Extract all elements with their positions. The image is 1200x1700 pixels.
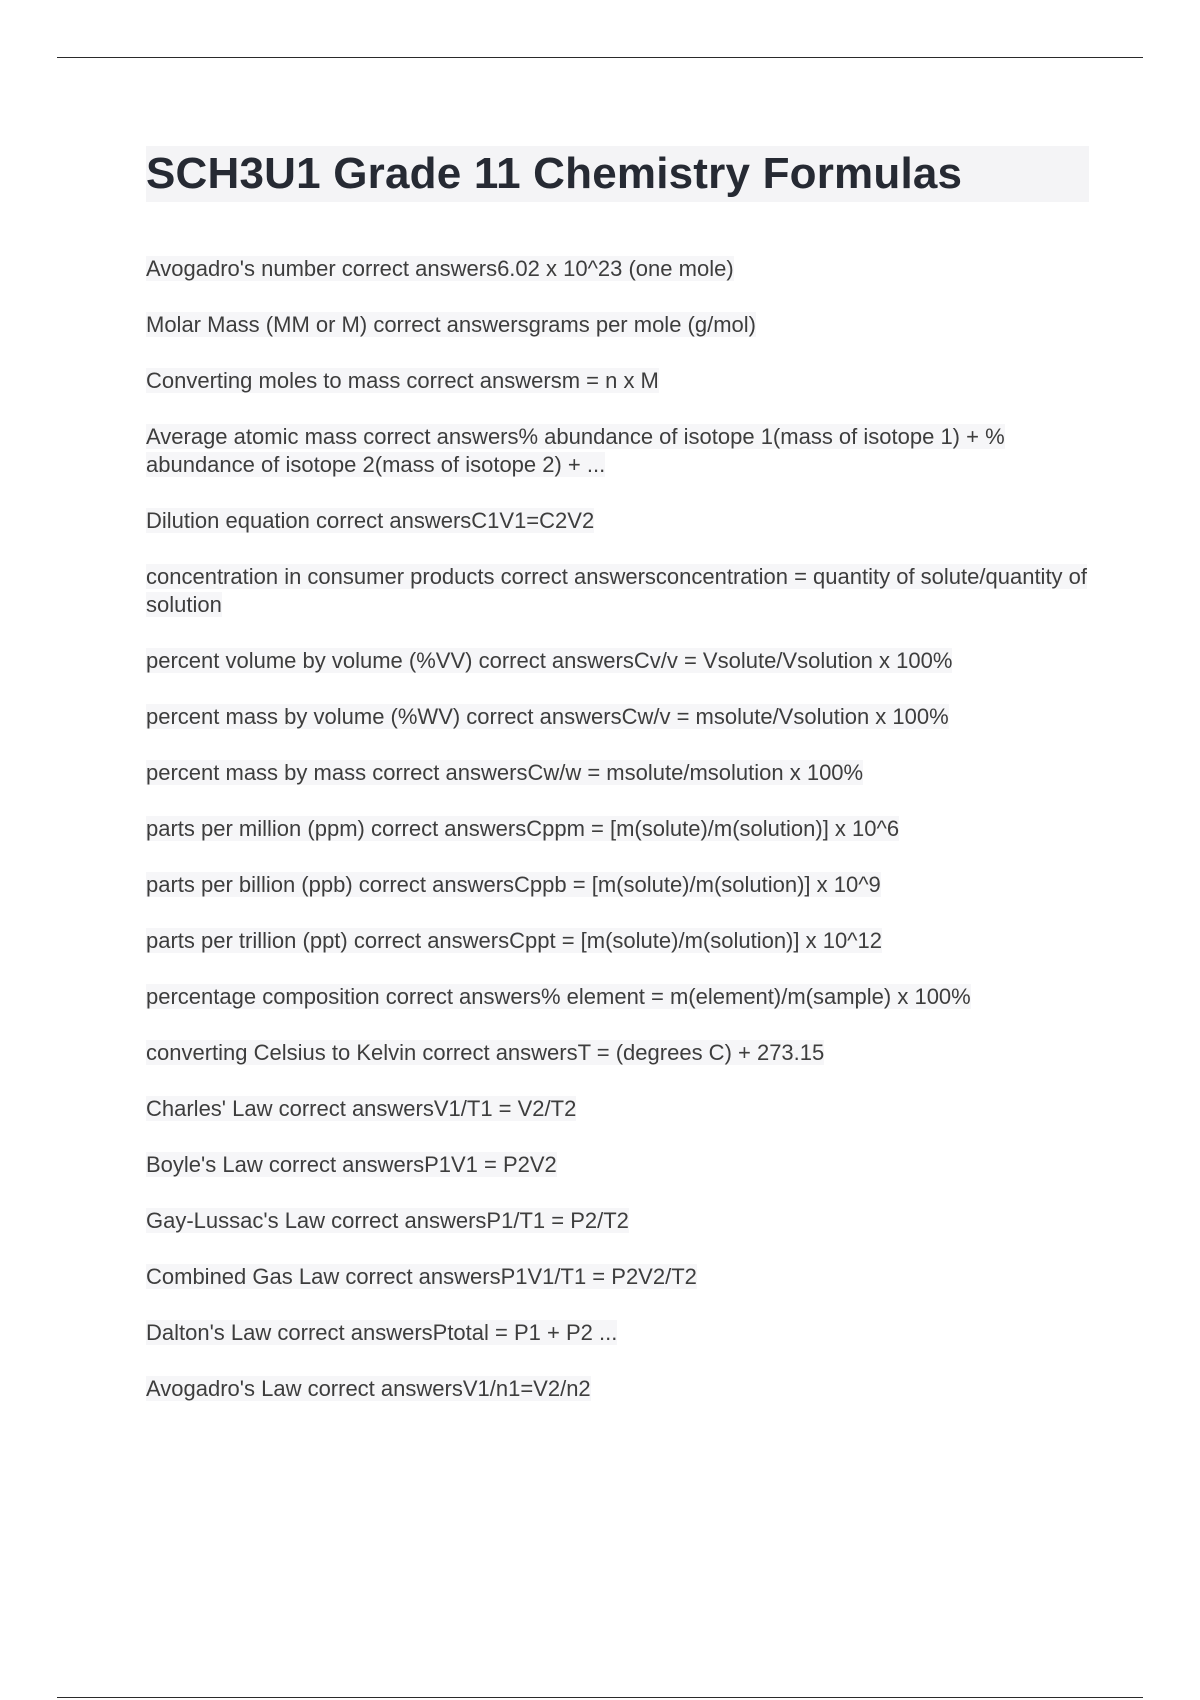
entry-text: Molar Mass (MM or M) correct answersgrams per mole (g/mol) [146,312,756,337]
list-item [146,1151,1096,1179]
list-item [146,423,1096,479]
bottom-rule [57,1697,1143,1698]
entry-text: percent mass by mass correct answersCw/w = msolute/msolution x 100% [146,760,864,785]
list-item [146,1263,1096,1291]
list-item [146,255,1096,283]
entry-text: concentration in consumer products correct answersconcentration = quantity of solute/quantity of solution [146,564,1088,617]
list-item [146,1039,1096,1067]
list-item [146,367,1096,395]
list-item [146,1375,1096,1403]
page-title: SCH3U1 Grade 11 Chemistry Formulas [146,146,1089,202]
list-item [146,1095,1096,1123]
list-item [146,871,1096,899]
formula-list [146,255,1096,1431]
list-item [146,983,1096,1011]
entry-text: Dalton's Law correct answersPtotal = P1 + P2 ... [146,1320,618,1345]
list-item [146,703,1096,731]
list-item [146,563,1096,619]
entry-text: Boyle's Law correct answersP1V1 = P2V2 [146,1152,557,1177]
list-item [146,507,1096,535]
list-item [146,927,1096,955]
entry-text: Converting moles to mass correct answersm = n x M [146,368,659,393]
entry-text: parts per million (ppm) correct answersCppm = [m(solute)/m(solution)] x 10^6 [146,816,900,841]
entry-text: parts per billion (ppb) correct answersCppb = [m(solute)/m(solution)] x 10^9 [146,872,881,897]
entry-text: Avogadro's Law correct answersV1/n1=V2/n2 [146,1376,591,1401]
entry-text: percent volume by volume (%VV) correct answersCv/v = Vsolute/Vsolution x 100% [146,648,953,673]
entry-text: Dilution equation correct answersC1V1=C2V2 [146,508,595,533]
entry-text: Gay-Lussac's Law correct answersP1/T1 = P2/T2 [146,1208,629,1233]
top-rule [57,57,1143,58]
entry-text: Charles' Law correct answersV1/T1 = V2/T2 [146,1096,577,1121]
entry-text: converting Celsius to Kelvin correct answersT = (degrees C) + 273.15 [146,1040,825,1065]
entry-text: parts per trillion (ppt) correct answersCppt = [m(solute)/m(solution)] x 10^12 [146,928,882,953]
list-item [146,1319,1096,1347]
entry-text: Combined Gas Law correct answersP1V1/T1 = P2V2/T2 [146,1264,697,1289]
list-item [146,759,1096,787]
entry-text: Average atomic mass correct answers% abundance of isotope 1(mass of isotope 1) + % abundance of isotope 2(mass of isotope 2) + ... [146,424,1005,477]
list-item [146,647,1096,675]
entry-text: Avogadro's number correct answers6.02 x 10^23 (one mole) [146,256,734,281]
entry-text: percentage composition correct answers% element = m(element)/m(sample) x 100% [146,984,971,1009]
entry-text: percent mass by volume (%WV) correct answersCw/v = msolute/Vsolution x 100% [146,704,949,729]
list-item [146,815,1096,843]
list-item [146,311,1096,339]
list-item [146,1207,1096,1235]
